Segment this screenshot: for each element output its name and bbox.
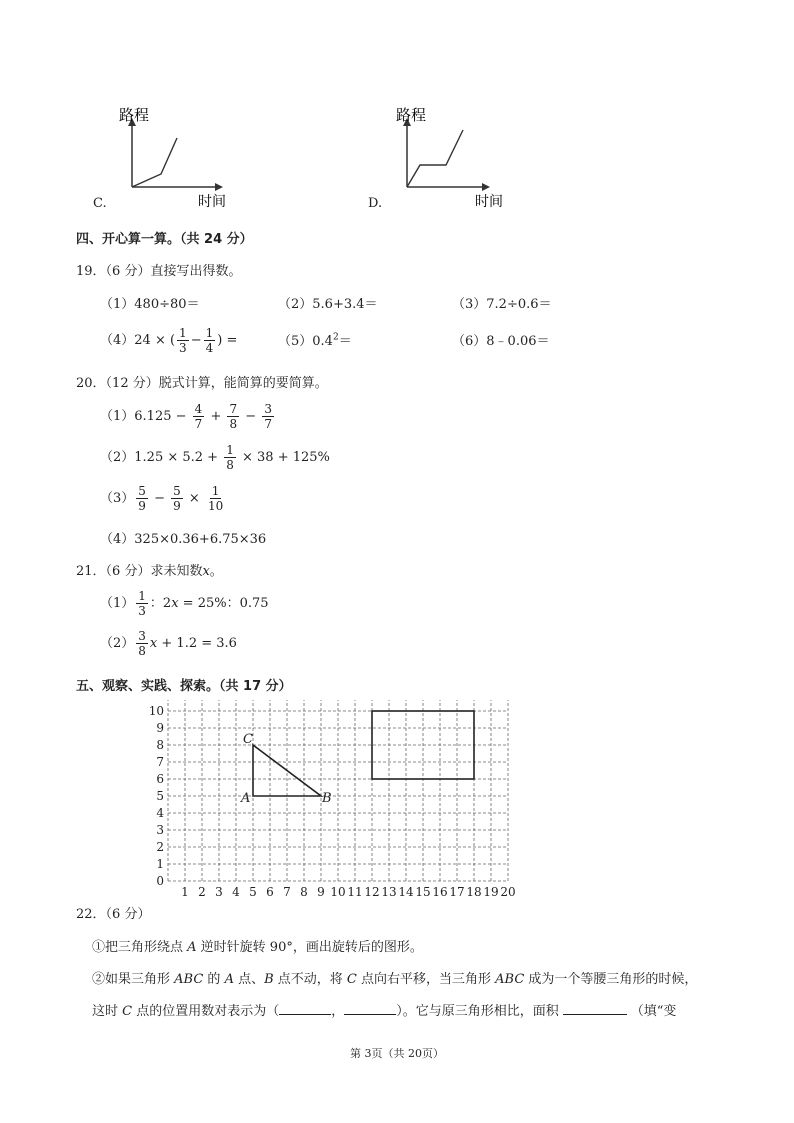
y-tick-label: 3 (156, 823, 164, 837)
q19-item3: （3）7.2÷0.6＝ (452, 297, 552, 312)
frac-den: 4 (205, 341, 214, 355)
y-tick-label: 6 (156, 772, 164, 786)
x-tick-label: 5 (249, 885, 257, 899)
frac-num: 5 (173, 484, 181, 498)
q19-item4-minus: − (190, 333, 202, 348)
frac-num: 3 (138, 629, 146, 643)
q22-p3-var: C (122, 1004, 133, 1019)
graph-c-line (132, 138, 177, 187)
q21-stem (76, 560, 223, 579)
q22-p2-v3: B (264, 972, 274, 987)
page-footer: 第 3页（共 20页） (350, 1047, 444, 1060)
q20-item3-op2: × (188, 491, 200, 506)
q22-part1 (92, 936, 423, 955)
y-tick-label: 5 (156, 789, 164, 803)
point-c-label: C (243, 732, 253, 747)
q22-p2-f: 成为一个等腰三角形的时候， (524, 972, 698, 987)
q19-item4 (100, 327, 237, 354)
q22-p2-v1: ABC (174, 972, 204, 987)
frac-num: 1 (138, 589, 146, 603)
q21-item1-mid: ：2 (149, 596, 172, 611)
q22-p1-a: 把三角形绕点 (105, 940, 188, 955)
q21-item2 (100, 630, 237, 657)
q19-item5 (278, 330, 352, 349)
x-tick-label: 20 (500, 885, 516, 899)
q22-part2 (92, 968, 697, 987)
q19-stem: 19．（6 分）直接写出得数。 (76, 264, 242, 279)
x-tick-label: 11 (347, 885, 363, 899)
y-tick-label: 7 (156, 755, 164, 769)
q20-item1 (100, 403, 276, 430)
frac-den: 7 (194, 417, 203, 431)
y-tick-label: 9 (156, 721, 164, 735)
x-tick-label: 9 (317, 885, 325, 899)
q19-item5-end: ＝ (338, 334, 352, 349)
x-tick-label: 14 (398, 885, 414, 899)
frac-den: 7 (264, 417, 272, 431)
x-tick-label: 16 (432, 885, 448, 899)
x-tick-label: 18 (466, 885, 482, 899)
q21-stem-prefix: 21．（6 分）求未知数 (76, 564, 203, 579)
y-tick-label: 0 (156, 874, 164, 888)
x-tick-label: 13 (381, 885, 397, 899)
q19-item1: （1）480÷80＝ (100, 297, 200, 312)
frac-num: 1 (226, 443, 234, 457)
q21-item1-var: x (171, 596, 179, 611)
q20-item2-prefix: （2）1.25 × 5.2 + (100, 450, 219, 465)
x-tick-label: 2 (198, 885, 206, 899)
y-tick-label: 8 (156, 738, 164, 752)
graph-d-ylabel: 路程 (396, 106, 427, 124)
q20-item3-frac2 (171, 485, 183, 512)
q22-p2-b: 的 (203, 972, 225, 987)
q21-item2-prefix: （2） (100, 636, 135, 651)
q22-p2-c: 点、 (233, 972, 265, 987)
graph-d-line (407, 130, 463, 187)
q20-item3 (100, 485, 227, 512)
q22-p3-c: ）。它与原三角形相比，面积 (396, 1004, 559, 1019)
frac-num: 7 (229, 402, 238, 416)
q22-stem: 22．（6 分） (76, 907, 151, 922)
q21-stem-end: 。 (209, 564, 223, 579)
q20-item3-frac3 (206, 485, 225, 512)
q20-item3-prefix: （3） (100, 491, 135, 506)
x-tick-label: 12 (364, 885, 380, 899)
x-tick-label: 10 (330, 885, 346, 899)
x-tick-label: 6 (266, 885, 274, 899)
frac-num: 1 (205, 326, 214, 340)
x-tick-label: 15 (415, 885, 431, 899)
frac-num: 4 (194, 402, 203, 416)
y-tick-label: 4 (156, 806, 164, 820)
q20-item1-prefix: （1）6.125 − (100, 409, 187, 424)
frac-num: 5 (138, 484, 146, 498)
graph-d-x-arrow (482, 183, 490, 191)
x-tick-label: 17 (449, 885, 465, 899)
q22-p3-b: 点的位置用数对表示为（ (132, 1004, 280, 1019)
q22-p1-var: A (187, 940, 197, 955)
frac-num: 1 (211, 484, 220, 498)
graph-c-x-arrow (215, 183, 223, 191)
q21-item1-prefix: （1） (100, 596, 135, 611)
q20-item1-frac1 (193, 403, 205, 430)
q22-blank-x[interactable] (279, 1002, 331, 1015)
q22-p2-d: 点不动，将 (273, 972, 347, 987)
q22-p2-v4: C (346, 972, 357, 987)
q22-p2-a: 如果三角形 (105, 972, 175, 987)
q22-p2-v5: ABC (495, 972, 525, 987)
q21-item2-frac (136, 630, 148, 657)
option-d-label: D. (368, 196, 383, 211)
q20-item3-frac1 (136, 485, 148, 512)
q20-item2-suffix: × 38 + 125% (242, 450, 330, 465)
q20-stem: 20．（12 分）脱式计算，能简算的要简算。 (76, 376, 328, 391)
y-tick-label: 2 (156, 840, 164, 854)
q21-item2-var: x (149, 636, 158, 651)
q20-item1-op2: − (245, 409, 257, 424)
q21-item1-end: = 25%：0.75 (178, 596, 269, 611)
q19-item4-prefix: （4）24 × ( (100, 333, 176, 348)
q22-p1-b: 逆时针旋转 90°，画出旋转后的图形。 (196, 940, 423, 955)
q22-p2-v2: A (224, 972, 234, 987)
y-tick-label: 10 (148, 704, 164, 718)
point-a-label: A (241, 791, 251, 806)
q19-item5-sup: 2 (332, 332, 339, 343)
q21-item1-frac (136, 590, 148, 617)
graph-c-xlabel: 时间 (198, 194, 226, 210)
graph-c-svg (95, 100, 245, 215)
graph-c-ylabel: 路程 (119, 106, 150, 124)
q21-item1 (100, 590, 269, 617)
q19-item4-frac1 (177, 327, 189, 354)
frac-den: 3 (138, 604, 146, 618)
q20-item1-op1: + (210, 409, 222, 424)
q20-item2-frac1 (224, 444, 236, 471)
q22-p2-e: 点向右平移，当三角形 (356, 972, 496, 987)
q20-item1-frac2 (227, 403, 239, 430)
option-c-label: C. (93, 196, 107, 211)
q19-item4-end: ) = (217, 333, 238, 348)
q22-p3-d: （填“变 (630, 1004, 677, 1019)
q21-stem-var: x (202, 564, 210, 579)
x-tick-label: 1 (181, 885, 189, 899)
section4-title: 四、开心算一算。（共 24 分） (76, 232, 253, 247)
q20-item2 (100, 444, 330, 471)
frac-den: 8 (226, 458, 234, 472)
point-b-label: B (322, 791, 332, 806)
y-tick-label (149, 700, 164, 701)
x-tick-label: 3 (215, 885, 223, 899)
q22-p2-circle: ② (92, 972, 106, 987)
frac-num: 3 (264, 402, 272, 416)
q19-item6: （6）8﹣0.06＝ (452, 334, 550, 349)
grid-svg (140, 700, 530, 920)
q20-item3-op1: − (154, 491, 165, 506)
frac-den: 10 (207, 499, 224, 513)
graph-option-d (370, 100, 520, 215)
graph-option-c (95, 100, 245, 215)
frac-num: 1 (179, 326, 187, 340)
x-tick-label: 19 (483, 885, 499, 899)
q19-item2: （2）5.6+3.4＝ (278, 297, 378, 312)
frac-den: 8 (229, 417, 238, 431)
q22-blank-area[interactable] (563, 1002, 627, 1015)
x-tick-label: 8 (300, 885, 308, 899)
coordinate-grid (140, 700, 530, 920)
q22-p3-a: 这时 (92, 1004, 123, 1019)
q19-item4-frac2 (204, 327, 216, 354)
frac-den: 9 (138, 499, 146, 513)
section5-title: 五、观察、实践、探索。（共 17 分） (76, 679, 292, 694)
frac-den: 3 (179, 341, 187, 355)
q22-blank-y[interactable] (344, 1002, 396, 1015)
q21-item2-end: + 1.2 = 3.6 (157, 636, 237, 651)
q22-p3-comma: ， (331, 1004, 345, 1019)
q22-part3 (92, 1000, 676, 1019)
q20-item1-frac3 (262, 403, 274, 430)
q22-p1-circle: ① (92, 940, 106, 955)
x-tick-label: 7 (283, 885, 291, 899)
q20-item4: （4）325×0.36+6.75×36 (100, 532, 267, 547)
graph-d-xlabel: 时间 (475, 194, 503, 210)
graph-d-svg (370, 100, 520, 215)
y-tick-label: 1 (156, 857, 164, 871)
frac-den: 9 (173, 499, 181, 513)
q19-item5-base: （5）0.4 (278, 334, 333, 349)
frac-den: 8 (138, 644, 146, 658)
x-tick-label: 4 (232, 885, 240, 899)
